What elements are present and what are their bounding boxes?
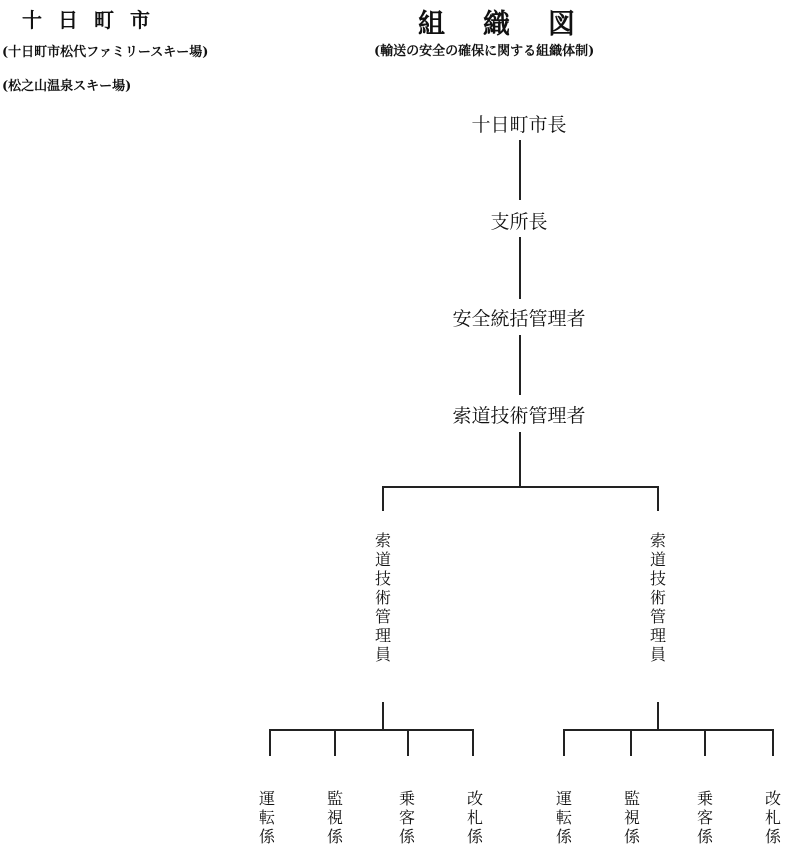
staff-right-operator: 運転係 (553, 790, 573, 847)
staff-left-monitor: 監視係 (324, 790, 344, 847)
right-staff-bar (563, 729, 773, 731)
diagram-title: 組織図 (418, 9, 613, 40)
node-branch-manager: 支所長 (490, 211, 548, 233)
connector-technical-split (519, 432, 521, 486)
facility-name-1: (十日町市松代ファミリースキー場) (2, 45, 209, 60)
node-technical-manager: 索道技術管理者 (452, 405, 586, 427)
right-staff-drop-1 (563, 729, 565, 756)
staff-left-ticket: 改札係 (464, 790, 484, 847)
branch-right-drop (657, 486, 659, 511)
left-staff-drop-1 (269, 729, 271, 756)
connector-safety-technical (519, 335, 521, 395)
staff-right-ticket: 改札係 (762, 790, 782, 847)
left-staff-drop-2 (334, 729, 336, 756)
connector-mayor-branch (519, 140, 521, 200)
node-technical-staff-left: 索道技術管理員 (372, 532, 392, 665)
right-staff-drop-2 (630, 729, 632, 756)
staff-left-operator: 運転係 (256, 790, 276, 847)
node-safety-manager: 安全統括管理者 (452, 308, 586, 330)
left-staff-stem (382, 702, 384, 729)
staff-right-monitor: 監視係 (621, 790, 641, 847)
right-staff-drop-3 (704, 729, 706, 756)
right-staff-stem (657, 702, 659, 729)
left-staff-drop-4 (472, 729, 474, 756)
facility-name-2: (松之山温泉スキー場) (2, 79, 132, 94)
node-mayor: 十日町市長 (471, 114, 567, 136)
connector-branch-safety (519, 237, 521, 299)
branch-left-drop (382, 486, 384, 511)
staff-right-passenger: 乗客係 (694, 790, 714, 847)
left-staff-drop-3 (407, 729, 409, 756)
diagram-subtitle: (輸送の安全の確保に関する組織体制) (374, 44, 595, 59)
right-staff-drop-4 (772, 729, 774, 756)
left-staff-bar (269, 729, 473, 731)
organization-name: 十日町市 (22, 8, 166, 32)
branch-split-line (382, 486, 658, 488)
staff-left-passenger: 乗客係 (396, 790, 416, 847)
node-technical-staff-right: 索道技術管理員 (647, 532, 667, 665)
